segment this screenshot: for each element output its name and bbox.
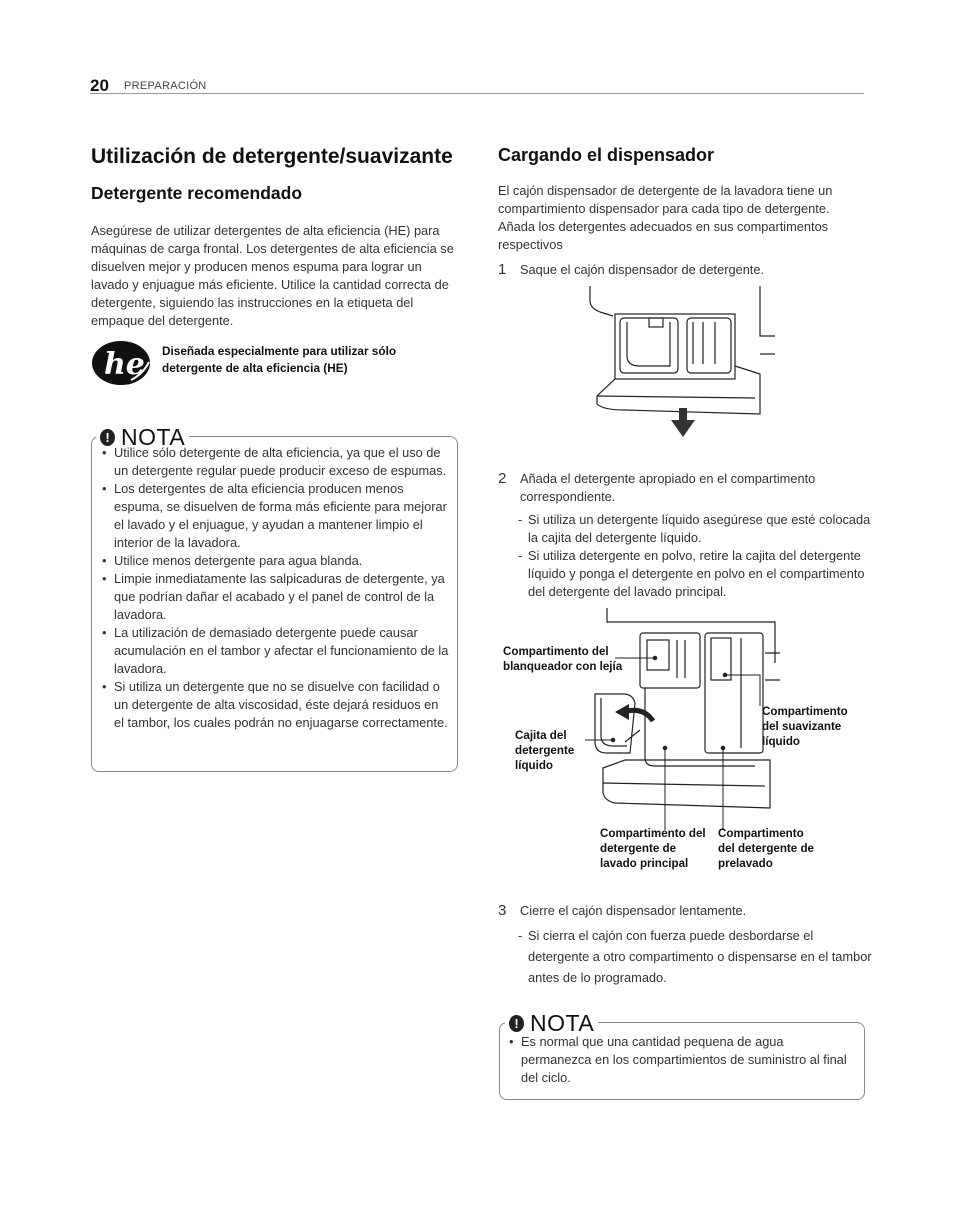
list-item: • Si utiliza un detergente que no se disuelve con facilidad o un detergente de alta viscosidad, éste dejará residuos en el tambor, los cuales podrán no enjuagarse correctamente. (100, 678, 450, 732)
label-main-wash-compartment: Compartimento del detergente de lavado principal (600, 827, 706, 870)
drawer-out-illustration (585, 286, 775, 438)
he-logo-icon (91, 340, 153, 386)
label-bleach-compartment: Compartimento del blanqueador con lejía (503, 645, 623, 673)
exclamation-icon: ! (100, 429, 115, 446)
list-item: • Utilice sólo detergente de alta eficiencia, ya que el uso de un detergente regular puede producir exceso de espumas. (100, 444, 450, 480)
step-2-note-1: - Si utiliza un detergente líquido asegúrese que esté colocada la cajita del detergente líquido. (518, 511, 873, 547)
header-rule (90, 93, 864, 94)
list-item: • Es normal que una cantidad pequena de agua permanezca en los compartimientos de suministro al final del ciclo. (507, 1033, 852, 1087)
intro-paragraph: Asegúrese de utilizar detergentes de alta eficiencia (HE) para máquinas de carga frontal. Los detergentes de alta eficiencia se disuelven mejor y producen menos espuma para lograr un lavado y enjuague más eficiente. Utilice la cantidad correcta de detergente, siguiendo las instrucciones en la etiqueta del empaque del detergente. (91, 223, 454, 328)
section-title: Cargando el dispensador (498, 145, 715, 165)
label-softener-compartment: Compartimento del suavizante líquido (762, 705, 848, 748)
note-title: NOTA (530, 1010, 595, 1036)
compartments-illustration (585, 608, 785, 830)
list-item: • Utilice menos detergente para agua blanda. (100, 552, 450, 570)
subsection-title: Detergente recomendado (91, 183, 303, 203)
step-2-note-2: - Si utiliza detergente en polvo, retire la cajita del detergente líquido y ponga el detergente en polvo en el compartimento del detergente del lavado principal. (518, 547, 873, 601)
he-caption: Diseñada especialmente para utilizar sólo detergente de alta eficiencia (HE) (162, 344, 397, 375)
step-3-note-1: - Si cierra el cajón con fuerza puede desbordarse el detergente a otro compartimento o dispensarse en el tambor antes de lo programado. (518, 925, 873, 988)
list-item: • Los detergentes de alta eficiencia producen menos espuma, se disuelven de forma más eficiente para mejorar el lavado y el enjuague, y ayudan a mantener limpio el interior de la lavadora. (100, 480, 450, 552)
page-number: 20 (90, 76, 109, 95)
note-list (100, 444, 450, 732)
section-label: PREPARACIÓN (124, 80, 207, 92)
label-liquid-cup: Cajita del detergente líquido (515, 729, 575, 772)
note-list (507, 1033, 852, 1087)
right-column (498, 145, 866, 254)
section-title: Utilización de detergente/suavizante (91, 145, 453, 168)
note-title: NOTA (121, 424, 186, 450)
intro-paragraph: El cajón dispensador de detergente de la lavadora tiene un compartimiento dispensador para cada tipo de detergente. Añada los detergentes adecuados en sus compartimentos respectivos (498, 183, 833, 252)
he-badge (91, 340, 461, 390)
exclamation-icon: ! (509, 1015, 524, 1032)
list-item: • Limpie inmediatamente las salpicaduras de detergente, ya que podrían dañar el acabado y el panel de control de la lavadora. (100, 570, 450, 624)
label-prewash-compartment: Compartimento del detergente de prelavado (718, 827, 814, 870)
he-logo-text: he (104, 347, 145, 382)
left-column (91, 145, 461, 330)
list-item: • La utilización de demasiado detergente puede causar acumulación en el tambor y afectar el funcionamiento de la lavadora. (100, 624, 450, 678)
